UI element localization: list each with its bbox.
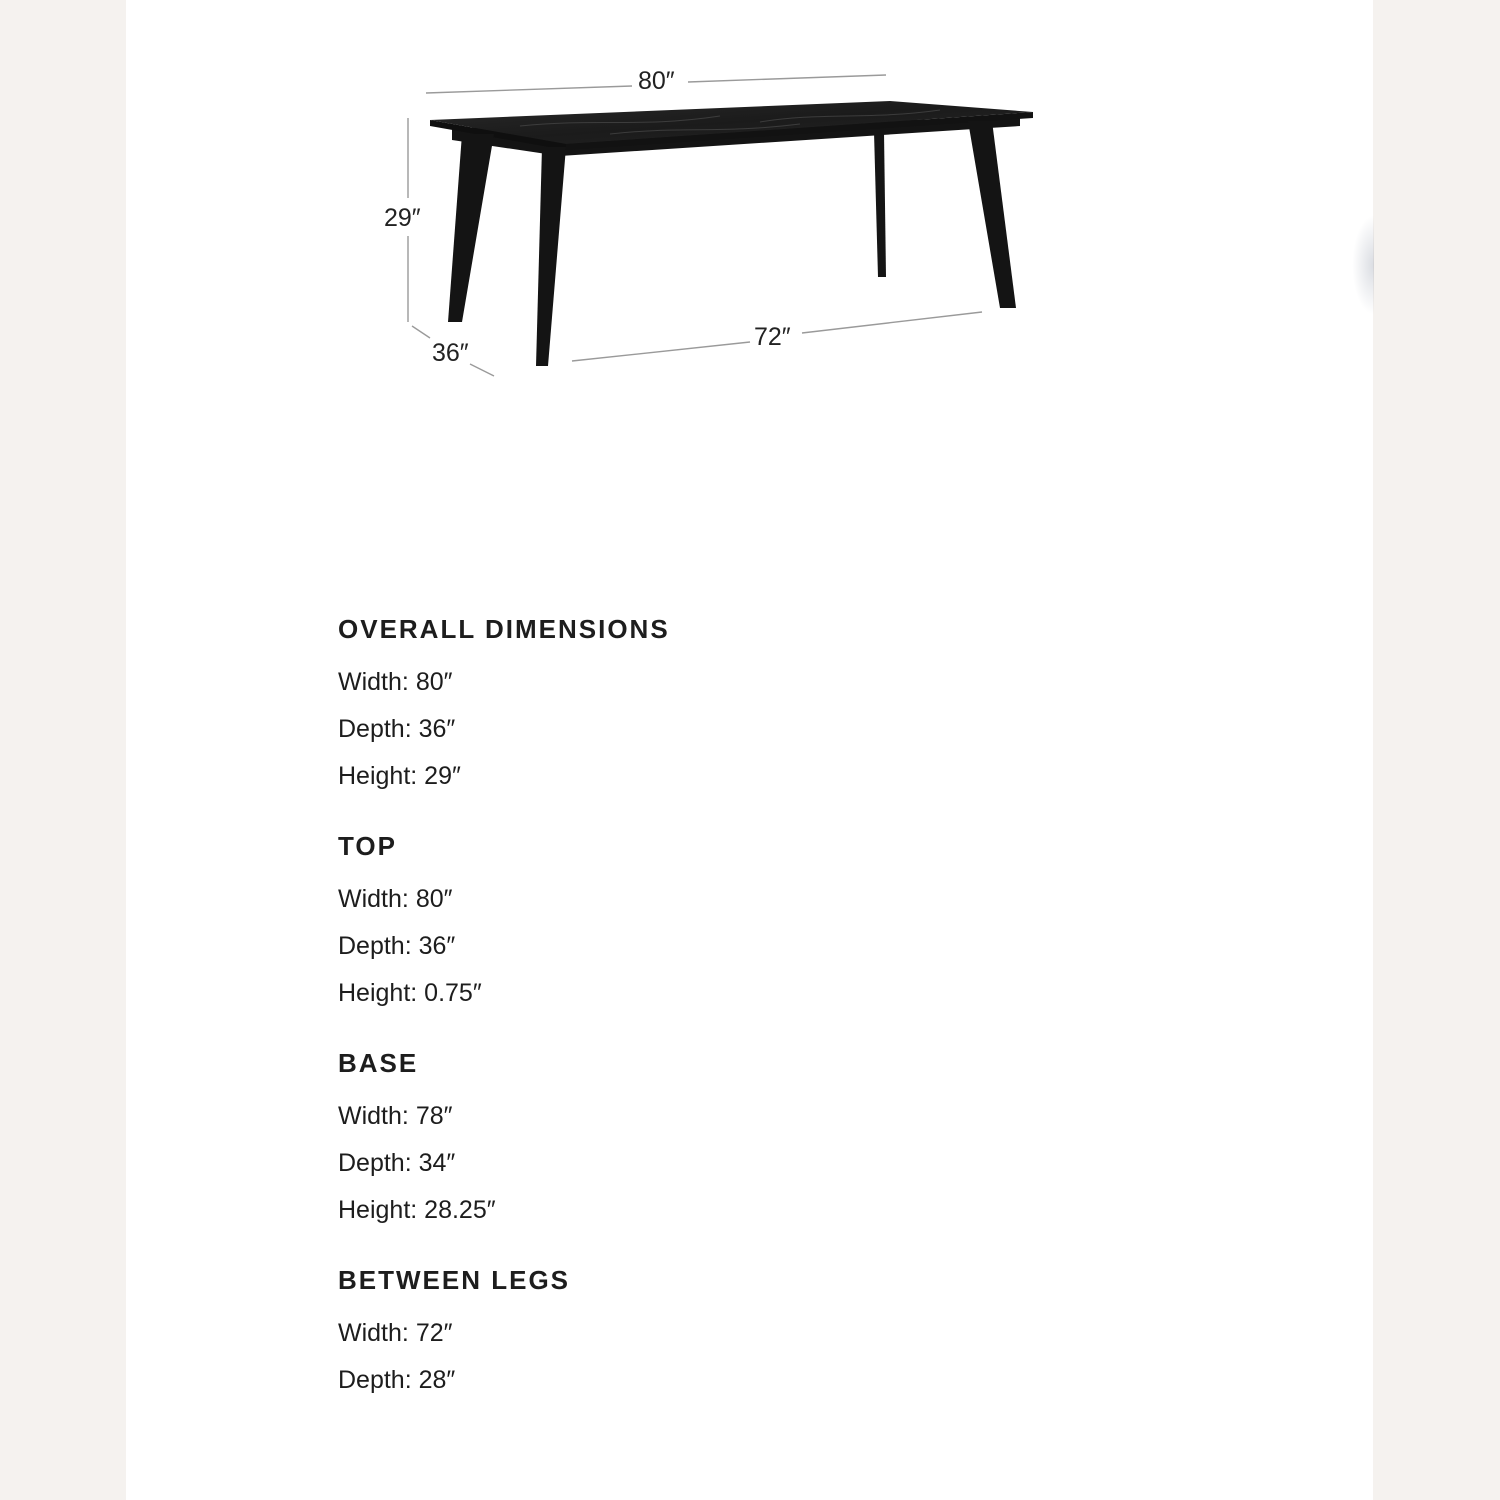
spec-label: Height: bbox=[338, 979, 418, 1007]
spec-value: 28.25″ bbox=[424, 1196, 496, 1224]
section-top bbox=[338, 829, 1038, 1017]
depth-line-upper bbox=[412, 326, 430, 338]
depth-line-lower bbox=[470, 364, 494, 376]
spec-label: Width: bbox=[338, 668, 409, 696]
spec-row-depth bbox=[338, 1357, 1038, 1404]
spec-label: Width: bbox=[338, 1102, 409, 1130]
section-title: BETWEEN LEGS bbox=[338, 1265, 571, 1295]
spec-label: Depth: bbox=[338, 932, 412, 960]
spec-value: 78″ bbox=[415, 1102, 453, 1130]
section-base bbox=[338, 1046, 1038, 1234]
top-width-line-left bbox=[426, 86, 632, 93]
legs-width-line-left bbox=[572, 342, 750, 361]
spec-label: Width: bbox=[338, 885, 409, 913]
spec-value: 28″ bbox=[418, 1366, 456, 1394]
table-dimension-diagram bbox=[0, 0, 1500, 420]
depth-label: 36″ bbox=[432, 339, 469, 367]
spec-label: Width: bbox=[338, 1319, 409, 1347]
spec-value: 36″ bbox=[418, 932, 456, 960]
height-label: 29″ bbox=[384, 204, 421, 232]
spec-value: 0.75″ bbox=[424, 979, 482, 1007]
table-leg-front-middle bbox=[536, 147, 566, 366]
spec-row-depth bbox=[338, 706, 1038, 753]
spec-row-width bbox=[338, 659, 1038, 706]
spec-row-width bbox=[338, 876, 1038, 923]
spec-label: Depth: bbox=[338, 715, 412, 743]
spec-value: 80″ bbox=[415, 668, 453, 696]
between-legs-width-label: 72″ bbox=[754, 323, 791, 351]
spec-value: 34″ bbox=[418, 1149, 456, 1177]
table-leg-back-right bbox=[874, 132, 886, 277]
table-leg-front-right bbox=[968, 121, 1016, 308]
section-overall-dimensions bbox=[338, 612, 1038, 800]
top-width-label: 80″ bbox=[638, 67, 675, 95]
legs-width-line-right bbox=[802, 312, 982, 333]
spec-value: 72″ bbox=[415, 1319, 453, 1347]
section-between-legs bbox=[338, 1263, 1038, 1404]
spec-label: Depth: bbox=[338, 1149, 412, 1177]
table-illustration bbox=[430, 101, 1033, 366]
section-title: TOP bbox=[338, 831, 397, 861]
spec-value: 29″ bbox=[424, 762, 461, 790]
spec-row-height bbox=[338, 753, 1038, 800]
spec-row-depth bbox=[338, 1140, 1038, 1187]
spec-label: Depth: bbox=[338, 1366, 412, 1394]
spec-label: Height: bbox=[338, 762, 418, 790]
top-width-line-right bbox=[688, 75, 886, 82]
spec-value: 36″ bbox=[418, 715, 456, 743]
section-title: OVERALL DIMENSIONS bbox=[338, 614, 670, 644]
table-leg-front-left bbox=[448, 134, 494, 322]
spec-row-width bbox=[338, 1093, 1038, 1140]
spec-row-depth bbox=[338, 923, 1038, 970]
spec-value: 80″ bbox=[415, 885, 453, 913]
dimension-specs bbox=[338, 612, 1038, 1433]
section-title: BASE bbox=[338, 1048, 419, 1078]
spec-row-height bbox=[338, 970, 1038, 1017]
spec-label: Height: bbox=[338, 1196, 418, 1224]
spec-row-width bbox=[338, 1310, 1038, 1357]
spec-row-height bbox=[338, 1187, 1038, 1234]
